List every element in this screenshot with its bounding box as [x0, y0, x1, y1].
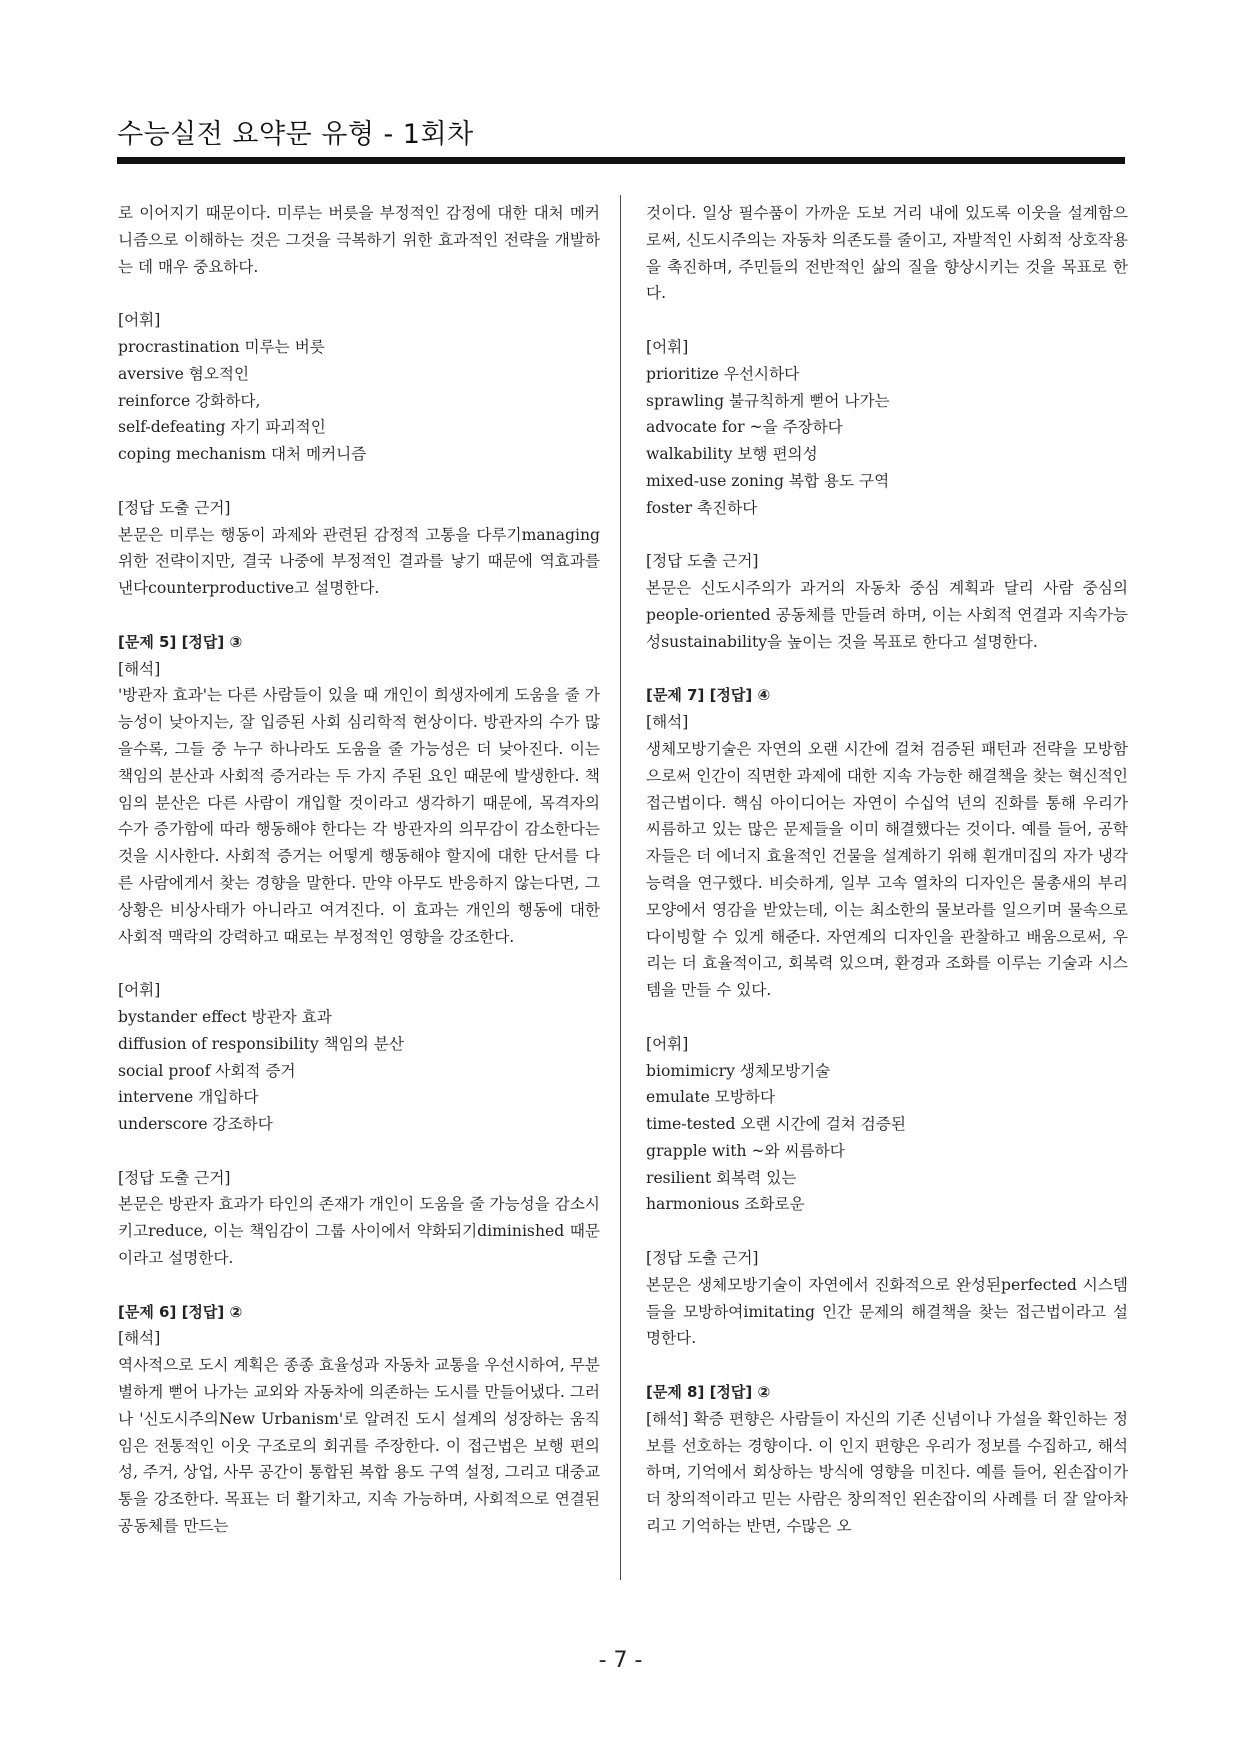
vocab-label: [어휘] — [646, 1034, 689, 1053]
vocab-item: underscore 강조하다 — [118, 1115, 273, 1134]
vocab-item: reinforce 강화하다, — [118, 391, 261, 410]
vocab-item: self-defeating 자기 파괴적인 — [118, 418, 326, 437]
vocab-item: prioritize 우선시하다 — [646, 364, 800, 383]
continued-paragraph: 로 이어지기 때문이다. 미루는 버릇을 부정적인 감정에 대한 대처 메커니즘으로 이해하는 것은 그것을 극복하기 위한 효과적인 전략을 개발하는 데 매우 중요하다. — [118, 204, 600, 276]
interpretation-paragraph: '방관자 효과'는 다른 사람들이 있을 때 개인이 희생자에게 도움을 줄 가능성이 낮아지는, 잘 입증된 사회 심리학적 현상이다. 방관자의 수가 많을수록, 그들 중 누구 하나라도 도움을 줄 가능성은 더 낮아진다. 이는 책임의 분산과 사회적 증거라는 두 가지 주된 요인 때문에 발생한다. 책임의 분산은 다른 사람이 개입할 것이라고 생각하기 때문에, 목격자의 수가 증가함에 따라 행동해야 한다는 각 방관자의 의무감이 감소한다는 것을 시사한다. 사회적 증거는 어떻게 행동해야 할지에 대한 단서를 다른 사람에게서 찾는 경향을 말한다. 만약 아무도 반응하지 않는다면, 그 상황은 비상사태가 아니라고 여겨진다. 이 효과는 개인의 행동에 대한 사회적 맥락의 강력하고 때로는 부정적인 영향을 강조한다. — [118, 686, 600, 946]
vocab-item: sprawling 불규칙하게 뻗어 나가는 — [646, 391, 890, 410]
interpretation-label: [해석] — [118, 1329, 161, 1348]
basis-label: [정답 도출 근거] — [118, 498, 231, 517]
vocab-item: diffusion of responsibility 책임의 분산 — [118, 1034, 404, 1053]
left-column — [118, 200, 600, 1540]
basis-paragraph: 본문은 생체모방기술이 자연에서 진화적으로 완성된perfected 시스템들을 모방하여imitating 인간 문제의 해결책을 찾는 접근법이라고 설명한다. — [646, 1275, 1128, 1348]
interpretation-paragraph: 생체모방기술은 자연의 오랜 시간에 걸쳐 검증된 패턴과 전략을 모방함으로써 인간이 직면한 과제에 대한 지속 가능한 해결책을 찾는 혁신적인 접근법이다. 핵심 아이디어는 자연이 수십억 년의 진화를 통해 우리가 씨름하고 있는 많은 문제들을 이미 해결했다는 것이다. 예를 들어, 공학자들은 더 에너지 효율적인 건물을 설계하기 위해 흰개미집의 자가 냉각 능력을 연구했다. 비슷하게, 일부 고속 열차의 디자인은 물총새의 부리 모양에서 영감을 받았는데, 이는 최소한의 물보라를 일으키며 물속으로 다이빙할 수 있게 해준다. 자연계의 디자인을 관찰하고 배움으로써, 우리는 더 효율적이고, 회복력 있으며, 환경과 조화를 이루는 기술과 시스템을 만들 수 있다. — [646, 739, 1128, 1000]
interpretation-paragraph: 역사적으로 도시 계획은 종종 효율성과 자동차 교통을 우선시하여, 무분별하게 뻗어 나가는 교외와 자동차에 의존하는 도시를 만들어냈다. 그러나 '신도시주의New Urbanism'로 알려진 도시 설계의 성장하는 움직임은 전통적인 이웃 구조로의 회귀를 주장한다. 이 접근법은 보행 편의성, 주거, 상업, 사무 공간이 통합된 복합 용도 구역 설정, 그리고 대중교통을 강조한다. 목표는 더 활기차고, 지속 가능하며, 사회적으로 연결된 공동체를 만드는 — [118, 1356, 600, 1536]
basis-label: [정답 도출 근거] — [646, 552, 759, 571]
continued-paragraph: 것이다. 일상 필수품이 가까운 도보 거리 내에 있도록 이웃을 설계함으로써, 신도시주의는 자동차 의존도를 줄이고, 자발적인 사회적 상호작용을 촉진하며, 주민들의 전반적인 삶의 질을 향상시키는 것을 목표로 한다. — [646, 204, 1128, 303]
vocab-item: aversive 혐오적인 — [118, 364, 250, 383]
vocab-item: time-tested 오랜 시간에 걸쳐 검증된 — [646, 1115, 906, 1134]
basis-label: [정답 도출 근거] — [118, 1168, 231, 1187]
vocab-label: [어휘] — [118, 981, 161, 1000]
basis-paragraph: 본문은 방관자 효과가 타인의 존재가 개인이 도움을 줄 가능성을 감소시키고reduce, 이는 책임감이 그룹 사이에서 약화되기diminished 때문이라고 설명한다. — [118, 1195, 600, 1268]
question-8-heading: [문제 8] [정답] ② — [646, 1383, 771, 1402]
vocab-item: intervene 개입하다 — [118, 1088, 259, 1107]
vocab-item: bystander effect 방관자 효과 — [118, 1007, 332, 1026]
vocab-item: grapple with ~와 씨름하다 — [646, 1141, 845, 1160]
basis-paragraph: 본문은 신도시주의가 과거의 자동차 중심 계획과 달리 사람 중심의people-oriented 공동체를 만들려 하며, 이는 사회적 연결과 지속가능성sustainability을 높이는 것을 목표로 한다고 설명한다. — [646, 579, 1128, 651]
vocab-item: mixed-use zoning 복합 용도 구역 — [646, 471, 890, 490]
vocab-item: emulate 모방하다 — [646, 1088, 776, 1107]
vocab-label: [어휘] — [118, 311, 161, 330]
vocab-item: foster 촉진하다 — [646, 498, 758, 517]
vocab-item: walkability 보행 편의성 — [646, 445, 818, 464]
column-divider — [620, 195, 621, 1580]
page-title: 수능실전 요약문 유형 - 1회차 — [117, 119, 474, 150]
right-column — [646, 200, 1128, 1540]
vocab-item: biomimicry 생체모방기술 — [646, 1061, 831, 1080]
interpretation-label: [해석] — [118, 659, 161, 678]
vocab-item: procrastination 미루는 버릇 — [118, 337, 325, 356]
question-6-heading: [문제 6] [정답] ② — [118, 1302, 243, 1321]
page-number: - 7 - — [598, 1648, 643, 1673]
question-7-heading: [문제 7] [정답] ④ — [646, 686, 771, 705]
vocab-item: social proof 사회적 증거 — [118, 1061, 296, 1080]
vocab-item: resilient 회복력 있는 — [646, 1168, 797, 1187]
basis-paragraph: 본문은 미루는 행동이 과제와 관련된 감정적 고통을 다루기managing 위한 전략이지만, 결국 나중에 부정적인 결과를 낳기 때문에 역효과를 낸다counterproductive고 설명한다. — [118, 525, 600, 598]
basis-label: [정답 도출 근거] — [646, 1249, 759, 1268]
interpretation-label: [해석] — [646, 713, 689, 732]
interpretation-paragraph: [해석] 확증 편향은 사람들이 자신의 기존 신념이나 가설을 확인하는 정보를 선호하는 경향이다. 이 인지 편향은 우리가 정보를 수집하고, 해석하며, 기억에서 회상하는 방식에 영향을 미친다. 예를 들어, 왼손잡이가 더 창의적이라고 믿는 사람은 창의적인 왼손잡이의 사례를 더 잘 알아차리고 기억하는 반면, 수많은 오 — [646, 1409, 1128, 1536]
vocab-item: advocate for ~을 주장하다 — [646, 418, 843, 437]
vocab-item: harmonious 조화로운 — [646, 1195, 805, 1214]
question-5-heading: [문제 5] [정답] ③ — [118, 632, 243, 651]
vocab-item: coping mechanism 대처 메커니즘 — [118, 445, 367, 464]
vocab-label: [어휘] — [646, 337, 689, 356]
header-rule — [117, 157, 1125, 164]
